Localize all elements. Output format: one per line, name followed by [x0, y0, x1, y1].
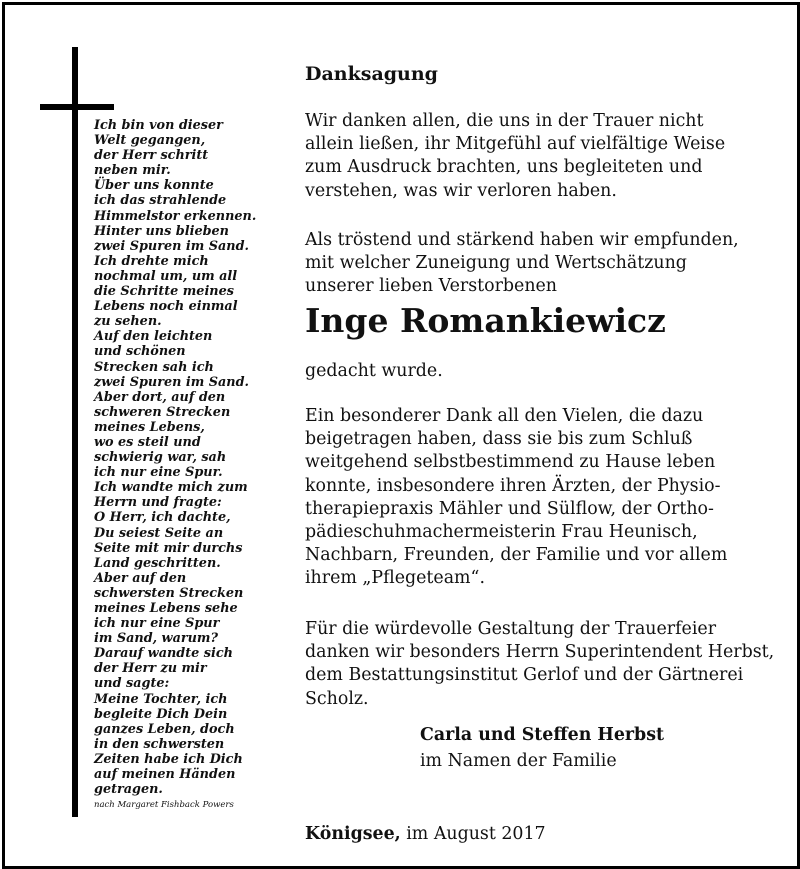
date: im August 2017 — [400, 824, 546, 844]
text-line: verstehen, was wir verloren haben. — [305, 180, 617, 201]
poem-line: ich nur eine Spur — [94, 616, 220, 632]
poem-line: zwei Spuren im Sand. — [94, 374, 249, 390]
poem-line: ganzes Leben, doch — [94, 721, 235, 737]
deceased-name: Inge Romankiewicz — [305, 301, 666, 340]
poem-line: Herrn und fragte: — [94, 495, 222, 511]
poem-line: schwierig war, sah — [94, 450, 227, 466]
poem-line: neben mir. — [94, 163, 171, 179]
text-line: zum Ausdruck brachten, uns begleiteten und — [305, 157, 703, 178]
poem-line: schwersten Strecken — [94, 585, 244, 601]
poem-line: Ich wandte mich zum — [94, 480, 248, 496]
text-line: pädieschuhmachermeisterin Frau Heunisch, — [305, 522, 698, 543]
poem-line: Ich bin von dieser — [94, 118, 223, 133]
text-line: allein ließen, ihr Mitgefühl auf vielfältige Weise — [305, 134, 726, 155]
poem-line: Aber auf den — [94, 570, 187, 586]
poem-line: Strecken sah ich — [94, 359, 214, 375]
text-line: weitgehend selbstbestimmend zu Hause leben — [305, 452, 716, 473]
poem-line: Über uns konnte — [94, 178, 214, 194]
text-line: Als tröstend und stärkend haben wir empfunden, — [305, 230, 739, 250]
poem-line: zu sehen. — [94, 314, 162, 330]
poem-credit: nach Margaret Fishback Powers — [94, 800, 234, 810]
cross-icon-horizontal-bar — [40, 104, 114, 110]
poem-line: die Schritte meines — [94, 284, 234, 300]
poem-line: Darauf wandte sich — [94, 646, 233, 662]
poem-line: Lebens noch einmal — [94, 299, 238, 315]
text-line: unserer lieben Verstorbenen — [305, 276, 558, 297]
cross-icon-vertical-bar — [72, 47, 78, 817]
poem-line: meines Lebens sehe — [94, 601, 238, 616]
poem-line: wo es steil und — [94, 434, 201, 450]
text-line: danken wir besonders Herrn Superintendent Herbst, — [305, 642, 775, 663]
poem-line: Seite mit mir durchs — [94, 540, 243, 556]
poem-line: im Sand, warum? — [94, 631, 218, 647]
text-line: mit welcher Zuneigung und Wertschätzung — [305, 253, 687, 274]
poem-line: Aber dort, auf den — [94, 389, 226, 405]
heading: Danksagung — [305, 63, 438, 85]
poem-line: ich das strahlende — [94, 193, 227, 209]
poem-line: Auf den leichten — [94, 329, 213, 345]
poem-line: Ich drehte mich — [94, 253, 209, 269]
poem-line: Himmelstor erkennen. — [94, 208, 257, 224]
poem-line: getragen. — [94, 782, 163, 798]
text-line: ihrem „Pflegeteam“. — [305, 568, 485, 589]
poem-line: der Herr schritt — [94, 148, 209, 164]
poem-line: und schönen — [94, 344, 186, 360]
paragraph-ceremony — [305, 618, 775, 711]
obituary-notice — [2, 2, 800, 869]
poem-line: in den schwersten — [94, 736, 225, 752]
poem-line: Land geschritten. — [94, 555, 221, 571]
poem-line: begleite Dich Dein — [94, 706, 228, 722]
paragraph-remembered: gedacht wurde. — [305, 361, 443, 381]
poem-line: Zeiten habe ich Dich — [94, 751, 243, 767]
poem-line: ich nur eine Spur. — [94, 465, 223, 481]
poem-line: der Herr zu mir — [94, 661, 207, 677]
text-line: Scholz. — [305, 688, 369, 709]
paragraph-special-thanks — [305, 405, 775, 591]
poem-line: schweren Strecken — [94, 404, 231, 420]
poem-line: Meine Tochter, ich — [94, 691, 228, 707]
text-line: Wir danken allen, die uns in der Trauer nicht — [305, 111, 704, 131]
poem-line: auf meinen Händen — [94, 767, 236, 783]
paragraph-comfort — [305, 229, 775, 299]
poem-line: Hinter uns blieben — [94, 223, 229, 239]
text-line: therapiepraxis Mähler und Sülflow, der Ortho- — [305, 498, 714, 519]
text-line: Ein besonderer Dank all den Vielen, die dazu — [305, 406, 704, 426]
poem-line: nochmal um, um all — [94, 268, 238, 284]
place-date — [305, 824, 546, 844]
poem-line: O Herr, ich dachte, — [94, 510, 231, 526]
signature-role: im Namen der Familie — [420, 751, 617, 771]
text-line: beigetragen haben, dass sie bis zum Schluß — [305, 429, 693, 450]
poem-line: Welt gegangen, — [94, 133, 206, 149]
place: Königsee, — [305, 824, 401, 844]
poem-line: Du seiest Seite an — [94, 525, 224, 541]
text-line: Nachbarn, Freunden, der Familie und vor allem — [305, 545, 728, 566]
signature-names: Carla und Steffen Herbst — [420, 725, 665, 745]
poem — [94, 118, 294, 797]
paragraph-thanks — [305, 110, 775, 203]
text-line: konnte, insbesondere ihren Ärzten, der Physio- — [305, 475, 721, 496]
text-line: dem Bestattungsinstitut Gerlof und der Gärtnerei — [305, 665, 744, 686]
text-line: Für die würdevolle Gestaltung der Trauerfeier — [305, 619, 717, 639]
poem-line: meines Lebens, — [94, 419, 205, 435]
poem-line: und sagte: — [94, 676, 170, 692]
poem-line: zwei Spuren im Sand. — [94, 238, 249, 254]
